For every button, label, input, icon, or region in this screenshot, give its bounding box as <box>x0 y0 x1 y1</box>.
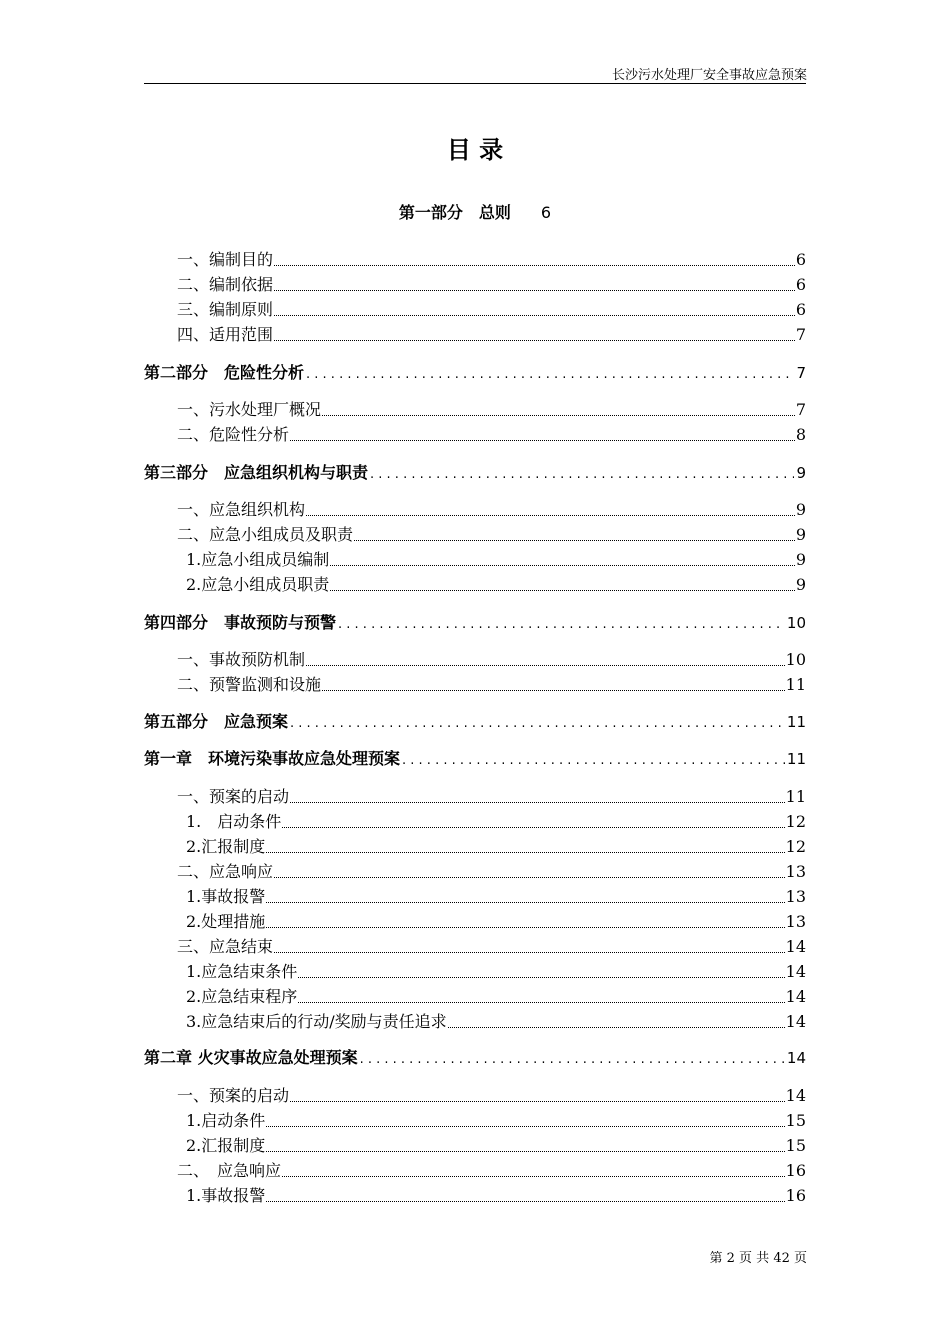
toc-entry-page: 7 <box>795 400 806 419</box>
toc-leader-dots <box>322 690 785 691</box>
toc-entry-page: 9 <box>795 550 806 569</box>
toc-entry-label: 第三部分 应急组织机构与职责 <box>144 463 369 482</box>
toc-leader-dots <box>360 1048 785 1068</box>
toc-entry[interactable] <box>144 1182 806 1206</box>
toc-entry-label: 第二章 火灾事故应急处理预案 <box>144 1048 358 1067</box>
toc-entry-page: 11 <box>786 713 806 731</box>
toc-leader-dots <box>266 852 784 853</box>
toc-entry-page: 7 <box>795 325 806 344</box>
toc-entry-page: 15 <box>785 1111 806 1130</box>
toc-leader-dots <box>330 590 795 591</box>
toc-entry-page: 14 <box>785 962 806 981</box>
toc-entry-page: 13 <box>785 862 806 881</box>
toc-leader-dots <box>448 1027 785 1028</box>
toc-entry-label: 第五部分 应急预案 <box>144 712 289 731</box>
toc-entry[interactable] <box>144 296 806 320</box>
toc-entry[interactable] <box>144 883 806 907</box>
toc-entry-label: 1. 启动条件 <box>186 812 282 831</box>
toc-entry-page: 11 <box>785 787 806 806</box>
toc-entry-label: 一、污水处理厂概况 <box>177 400 322 419</box>
toc-entry[interactable] <box>144 671 806 695</box>
toc-entry[interactable] <box>144 246 806 270</box>
toc-entry-page: 10 <box>786 614 806 632</box>
toc-entry[interactable] <box>144 958 806 982</box>
toc-entry-page: 15 <box>785 1136 806 1155</box>
toc-entry-page: 7 <box>796 364 806 382</box>
toc-entry-page: 13 <box>785 912 806 931</box>
toc-entry-label: 第四部分 事故预防与预警 <box>144 613 337 632</box>
toc-leader-dots <box>298 977 784 978</box>
toc-entry-label: 1.应急结束条件 <box>186 962 298 981</box>
toc-title: 目 录 <box>446 136 504 164</box>
toc-entry-page: 9 <box>795 525 806 544</box>
toc-heading-entry[interactable] <box>144 359 806 383</box>
toc-leader-dots <box>402 749 785 769</box>
toc-entry-label: 第一章 环境污染事故应急处理预案 <box>144 749 401 768</box>
toc-entry[interactable] <box>144 496 806 520</box>
toc-entry[interactable] <box>144 858 806 882</box>
toc-entry-label: 2.处理措施 <box>186 912 266 931</box>
toc-entry-page: 16 <box>785 1161 806 1180</box>
toc-entry-label: 二、危险性分析 <box>177 425 290 444</box>
toc-entry-label: 第二部分 危险性分析 <box>144 363 305 382</box>
toc-entry-label: 一、预案的启动 <box>177 1086 290 1105</box>
toc-entry[interactable] <box>144 421 806 445</box>
toc-entry-label: 一、预案的启动 <box>177 787 290 806</box>
toc-entry[interactable] <box>144 1157 806 1181</box>
toc-entry[interactable] <box>144 908 806 932</box>
toc-entry-page: 16 <box>785 1186 806 1205</box>
toc-leader-dots <box>298 1002 784 1003</box>
toc-entry-label: 2.应急小组成员职责 <box>186 575 330 594</box>
toc-leader-dots <box>306 363 794 383</box>
running-header: 长沙污水处理厂安全事故应急预案 <box>611 68 807 83</box>
toc-entry[interactable] <box>144 1082 806 1106</box>
toc-entry-label: 二、编制依据 <box>177 275 274 294</box>
page-footer: 第 2 页 共 42 页 <box>709 1251 807 1266</box>
toc-entry-page: 12 <box>785 812 806 831</box>
toc-leader-dots <box>338 613 785 633</box>
toc-leader-dots <box>274 340 795 341</box>
toc-entry-label: 1.应急小组成员编制 <box>186 550 330 569</box>
toc-heading-entry[interactable] <box>144 708 806 732</box>
toc-leader-dots <box>266 902 784 903</box>
toc-entry-page: 14 <box>786 1049 806 1067</box>
toc-entry-label: 三、应急结束 <box>177 937 274 956</box>
toc-entry[interactable] <box>144 1008 806 1032</box>
toc-entry[interactable] <box>144 321 806 345</box>
toc-leader-dots <box>274 265 795 266</box>
toc-entry-page: 14 <box>785 937 806 956</box>
toc-entry[interactable] <box>144 933 806 957</box>
toc-leader-dots <box>322 415 795 416</box>
toc-entry[interactable] <box>144 983 806 1007</box>
toc-leader-dots <box>266 1151 784 1152</box>
toc-leader-dots <box>330 565 795 566</box>
toc-entry-label: 一、事故预防机制 <box>177 650 306 669</box>
toc-entry-page: 14 <box>785 1012 806 1031</box>
toc-part-label: 第一部分 总则 <box>398 203 511 222</box>
toc-entry-label: 2.汇报制度 <box>186 837 266 856</box>
toc-entry-label: 二、应急小组成员及职责 <box>177 525 354 544</box>
toc-leader-dots <box>354 540 795 541</box>
toc-entry[interactable] <box>144 571 806 595</box>
toc-leader-dots <box>290 440 795 441</box>
toc-entry-page: 14 <box>785 987 806 1006</box>
toc-part-page: 6 <box>540 203 552 222</box>
toc-entry-label: 3.应急结束后的行动/奖励与责任追求 <box>186 1012 447 1031</box>
toc-entry-page: 6 <box>795 250 806 269</box>
toc-entry-label: 二、预警监测和设施 <box>177 675 322 694</box>
toc-entry-label: 四、适用范围 <box>177 325 274 344</box>
toc-heading-entry[interactable] <box>144 459 806 483</box>
toc-entry-page: 12 <box>785 837 806 856</box>
toc-entry-label: 1.事故报警 <box>186 1186 266 1205</box>
toc-entry[interactable] <box>144 1132 806 1156</box>
toc-entry[interactable] <box>144 783 806 807</box>
toc-entry-label: 二、 应急响应 <box>177 1161 282 1180</box>
toc-entry-label: 1.事故报警 <box>186 887 266 906</box>
toc-entry[interactable] <box>144 271 806 295</box>
toc-leader-dots <box>290 1101 785 1102</box>
toc-leader-dots <box>290 802 785 803</box>
toc-entry[interactable] <box>144 833 806 857</box>
toc-part-heading[interactable] <box>0 200 950 223</box>
toc-leader-dots <box>370 463 794 483</box>
toc-entry-page: 11 <box>785 675 806 694</box>
toc-entry-page: 14 <box>785 1086 806 1105</box>
toc-entry-label: 2.汇报制度 <box>186 1136 266 1155</box>
toc-leader-dots <box>282 827 784 828</box>
toc-leader-dots <box>274 952 785 953</box>
toc-entry[interactable] <box>144 521 806 545</box>
toc-entry[interactable] <box>144 808 806 832</box>
toc-entry-label: 三、编制原则 <box>177 300 274 319</box>
toc-leader-dots <box>306 515 795 516</box>
toc-entry-label: 一、编制目的 <box>177 250 274 269</box>
toc-leader-dots <box>282 1176 785 1177</box>
toc-entry[interactable] <box>144 396 806 420</box>
toc-leader-dots <box>306 665 785 666</box>
toc-leader-dots <box>266 1201 784 1202</box>
toc-heading-entry[interactable] <box>144 1044 806 1068</box>
toc-entry-page: 6 <box>795 300 806 319</box>
toc-entry-page: 6 <box>795 275 806 294</box>
toc-entry-label: 二、应急响应 <box>177 862 274 881</box>
toc-leader-dots <box>290 712 785 732</box>
toc-heading-entry[interactable] <box>144 609 806 633</box>
toc-leader-dots <box>266 927 784 928</box>
toc-entry-page: 11 <box>786 750 806 768</box>
toc-entry-page: 8 <box>795 425 806 444</box>
toc-entry[interactable] <box>144 546 806 570</box>
toc-entry[interactable] <box>144 646 806 670</box>
toc-entry-label: 1.启动条件 <box>186 1111 266 1130</box>
toc-entry-label: 一、应急组织机构 <box>177 500 306 519</box>
toc-entry-page: 9 <box>795 575 806 594</box>
toc-entry-page: 9 <box>795 500 806 519</box>
toc-entry-label: 2.应急结束程序 <box>186 987 298 1006</box>
toc-entry-page: 9 <box>796 464 806 482</box>
toc-leader-dots <box>274 315 795 316</box>
toc-entry-page: 13 <box>785 887 806 906</box>
header-rule <box>144 83 806 84</box>
toc-entry[interactable] <box>144 1107 806 1131</box>
toc-leader-dots <box>266 1126 784 1127</box>
toc-leader-dots <box>274 877 785 878</box>
toc-heading-entry[interactable] <box>144 745 806 769</box>
toc-leader-dots <box>274 290 795 291</box>
toc-entry-page: 10 <box>785 650 806 669</box>
